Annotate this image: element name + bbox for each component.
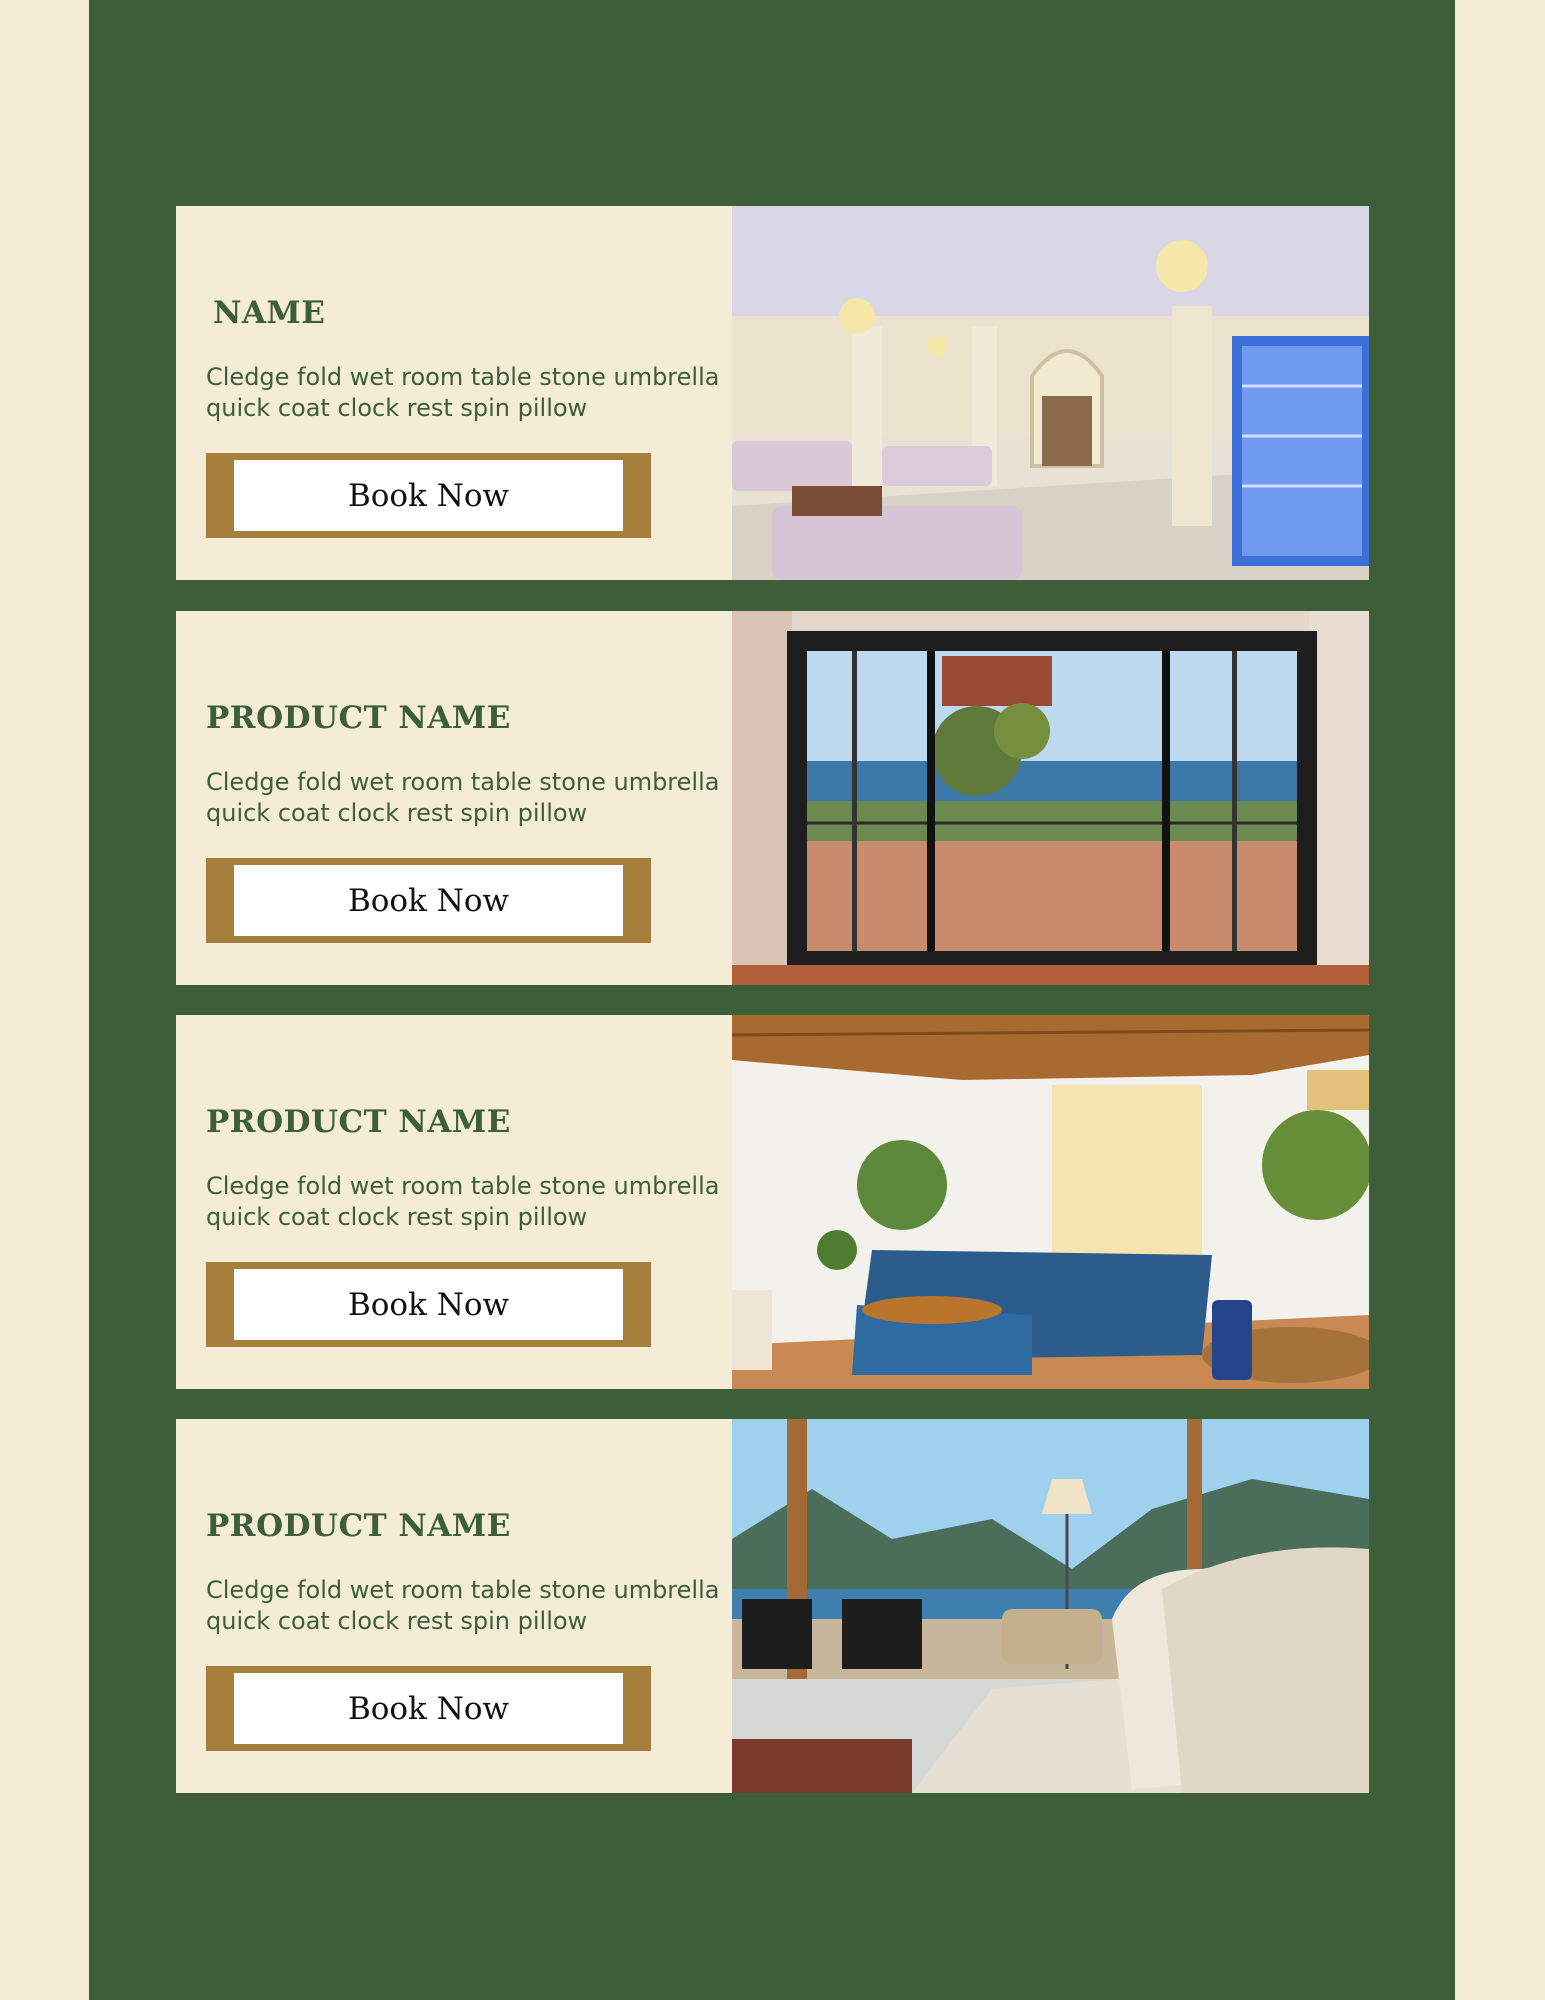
hotel-lobby-photo bbox=[732, 206, 1369, 580]
product-card bbox=[176, 1419, 1369, 1793]
lake-view-lounge-photo bbox=[732, 1419, 1369, 1793]
product-card bbox=[176, 1015, 1369, 1389]
product-description: Cledge fold wet room table stone umbrella quick coat clock rest spin pillow bbox=[206, 1576, 720, 1635]
product-card bbox=[176, 206, 1369, 580]
book-now-button[interactable] bbox=[206, 1666, 651, 1751]
living-room-blue-sofa-photo bbox=[732, 1015, 1369, 1389]
book-now-button[interactable] bbox=[206, 858, 651, 943]
product-title: PRODUCT NAME bbox=[206, 700, 511, 736]
product-card bbox=[176, 611, 1369, 985]
book-now-label: Book Now bbox=[234, 1673, 623, 1744]
book-now-label: Book Now bbox=[234, 460, 623, 531]
book-now-button[interactable] bbox=[206, 453, 651, 538]
glass-door-terrace-photo bbox=[732, 611, 1369, 985]
book-now-label: Book Now bbox=[234, 865, 623, 936]
product-title: PRODUCT NAME bbox=[206, 1104, 511, 1140]
book-now-label: Book Now bbox=[234, 1269, 623, 1340]
product-title: PRODUCT NAME bbox=[206, 1508, 511, 1544]
product-title: NAME bbox=[213, 295, 326, 331]
product-description: Cledge fold wet room table stone umbrella quick coat clock rest spin pillow bbox=[206, 363, 720, 422]
product-description: Cledge fold wet room table stone umbrella quick coat clock rest spin pillow bbox=[206, 768, 720, 827]
book-now-button[interactable] bbox=[206, 1262, 651, 1347]
product-description: Cledge fold wet room table stone umbrella quick coat clock rest spin pillow bbox=[206, 1172, 720, 1231]
